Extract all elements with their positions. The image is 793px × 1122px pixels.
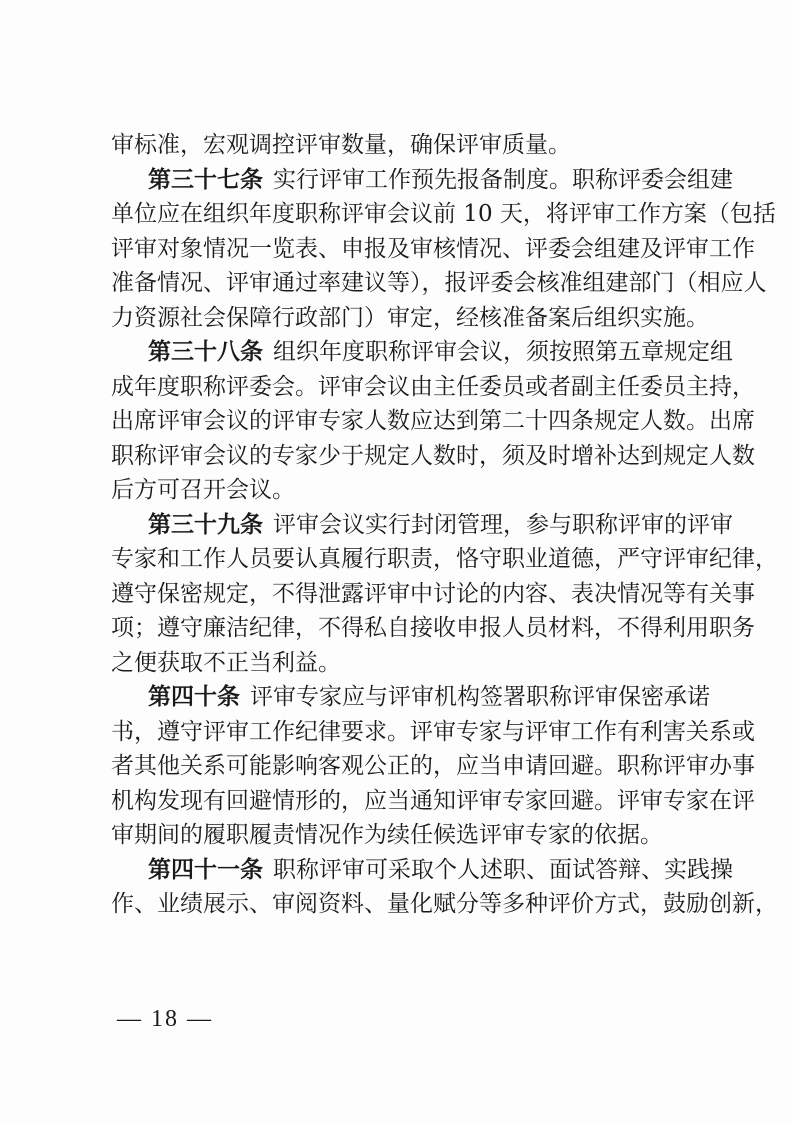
article-37-first-line bbox=[111, 163, 733, 198]
text-line: 审标准，宏观调控评审数量，确保评审质量。 bbox=[111, 132, 571, 158]
document-body bbox=[111, 128, 778, 922]
article-39-first-line bbox=[111, 508, 733, 543]
text-line: 准备情况、评审通过率建议等），报评委会核准组建部门（相应人 bbox=[111, 270, 767, 296]
article-39-text: 评审会议实行封闭管理，参与职称评审的评审 bbox=[273, 511, 733, 538]
text-line: 评审对象情况一览表、申报及审核情况、评委会组建及评审工作 bbox=[111, 235, 755, 262]
text-line: 书，遵守评审工作纪律要求。评审专家与评审工作有利害关系或 bbox=[111, 718, 755, 745]
article-40-first-line bbox=[111, 680, 710, 715]
page-number: — 18 — bbox=[117, 1006, 213, 1032]
text-line: 之便获取不正当利益。 bbox=[111, 649, 341, 676]
article-40-text: 评审专家应与评审机构签署职称评审保密承诺 bbox=[250, 684, 710, 710]
article-38-first-line bbox=[111, 335, 733, 370]
text-line: 成年度职称评委会。评审会议由主任委员或者副主任委员主持， bbox=[111, 373, 755, 400]
text-line: 作、业绩展示、审阅资料、量化赋分等多种评价方式，鼓励创新， bbox=[111, 891, 778, 917]
text-line: 职称评审会议的专家少于规定人数时，须及时增补达到规定人数 bbox=[111, 442, 755, 469]
article-41-first-line bbox=[111, 853, 733, 888]
article-39-number: 第三十九条 bbox=[148, 511, 263, 538]
article-38-text: 组织年度职称评审会议，须按照第五章规定组 bbox=[273, 339, 733, 365]
text-line: 专家和工作人员要认真履行职责，恪守职业道德，严守评审纪律， bbox=[111, 546, 778, 572]
text-line: 项；遵守廉洁纪律，不得私自接收申报人员材料，不得利用职务 bbox=[111, 615, 755, 641]
article-40-number: 第四十条 bbox=[148, 684, 240, 710]
article-38-number: 第三十八条 bbox=[148, 339, 263, 365]
article-41-text: 职称评审可采取个人述职、面试答辩、实践操 bbox=[273, 856, 733, 883]
article-37-text: 实行评审工作预先报备制度。职称评委会组建 bbox=[273, 166, 733, 193]
text-line: 后方可召开会议。 bbox=[111, 477, 295, 503]
text-line: 力资源社会保障行政部门）审定，经核准备案后组织实施。 bbox=[111, 304, 709, 331]
article-41-number: 第四十一条 bbox=[148, 856, 263, 883]
text-line: 遵守保密规定，不得泄露评审中讨论的内容、表决情况等有关事 bbox=[111, 580, 755, 607]
text-line: 单位应在组织年度职称评审会议前 10 天，将评审工作方案（包括 bbox=[111, 201, 776, 227]
article-37-number: 第三十七条 bbox=[148, 166, 263, 193]
text-line: 者其他关系可能影响客观公正的，应当申请回避。职称评审办事 bbox=[111, 753, 755, 779]
text-line: 机构发现有回避情形的，应当通知评审专家回避。评审专家在评 bbox=[111, 787, 755, 814]
text-line: 审期间的履职履责情况作为续任候选评审专家的依据。 bbox=[111, 822, 663, 848]
text-line: 出席评审会议的评审专家人数应达到第二十四条规定人数。出席 bbox=[111, 408, 755, 434]
